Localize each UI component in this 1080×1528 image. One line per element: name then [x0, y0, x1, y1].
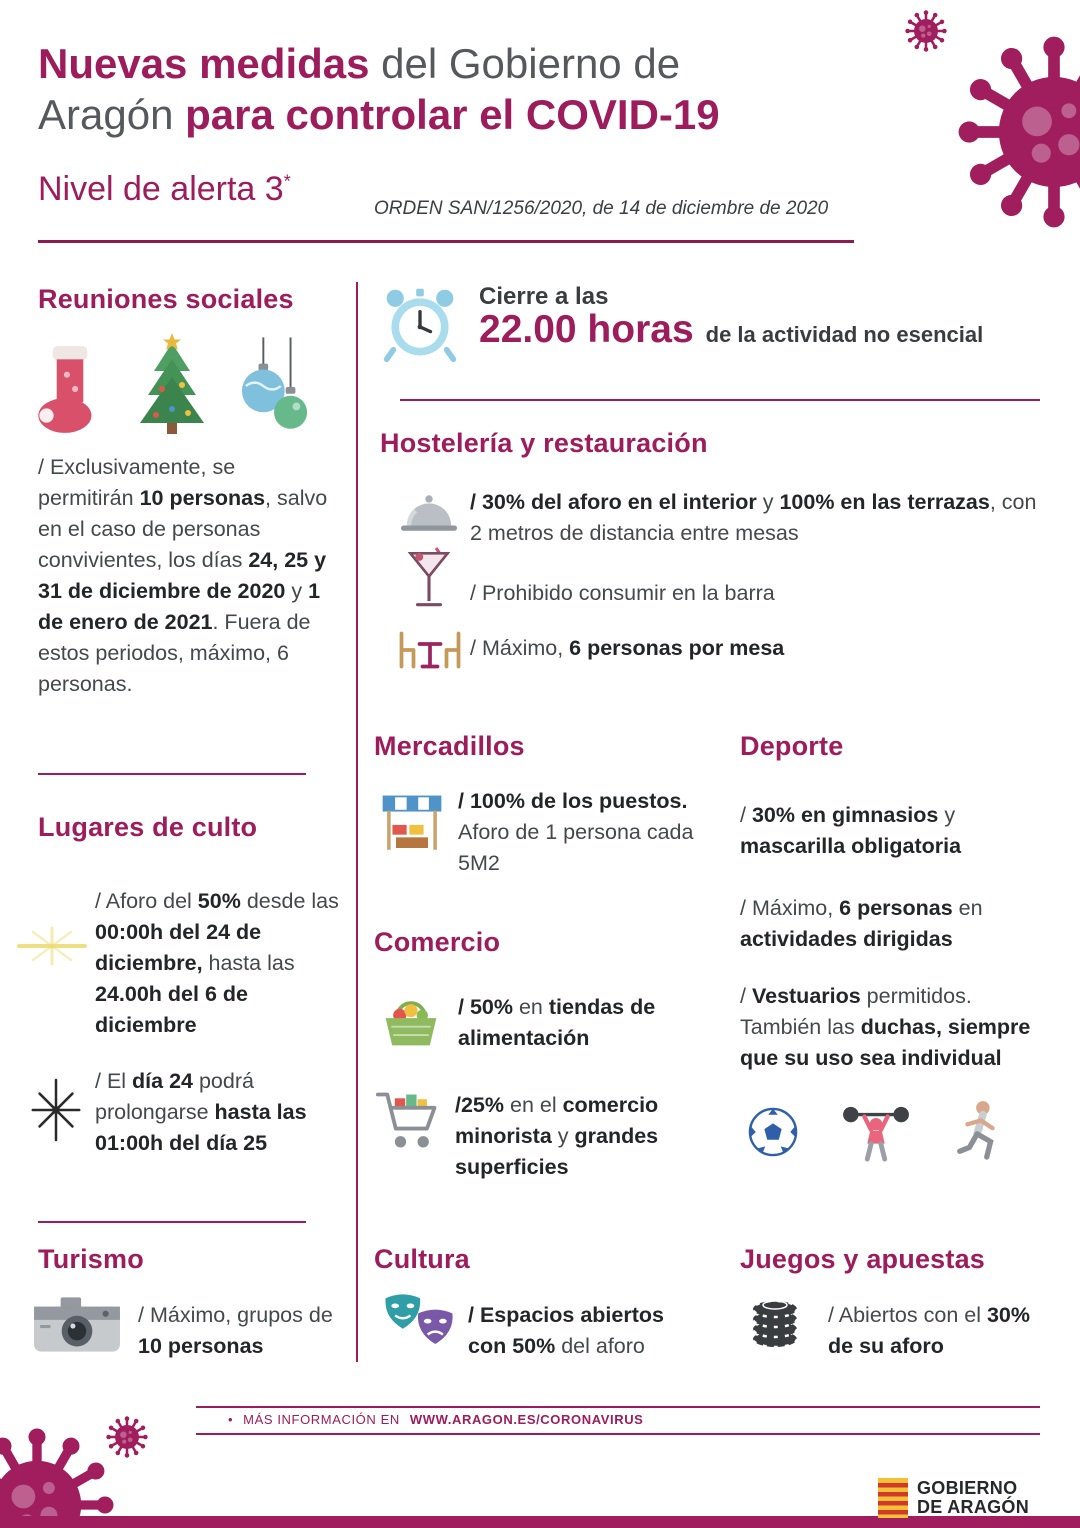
header-rule	[38, 240, 854, 243]
aragon-flag-icon	[878, 1478, 908, 1518]
closure-time: 22.00 horas	[479, 308, 694, 351]
alert-level	[38, 170, 291, 209]
cultura-body-text: / Espacios abiertos con 50% del aforo	[468, 1303, 664, 1358]
virus-icon	[948, 26, 1080, 238]
poker-chips-icon	[748, 1292, 808, 1352]
closure-line	[479, 308, 983, 352]
page-title	[38, 38, 888, 140]
footer-rule-bottom	[196, 1433, 1040, 1435]
title-gray-1: del Gobierno de	[369, 40, 681, 87]
section-title-turismo: Turismo	[38, 1244, 144, 1274]
sun-icon	[16, 918, 88, 974]
christmas-tree-icon	[126, 332, 218, 438]
alert-level-text: Nivel de alerta 3	[38, 170, 284, 208]
reuniones-body-text: / Exclusivamente, se permitirán 10 personas, salvo en el caso de personas convivientes, los días 24, 25 y 31 de diciembre de 2020 y 1 de enero de 2021. Fuera de estos periodos, máximo, 6 personas.	[38, 455, 328, 696]
virus-icon	[0, 1420, 122, 1528]
divider	[38, 1221, 306, 1223]
hosteleria-item-2-text: / Prohibido consumir en la barra	[470, 581, 775, 605]
order-reference: ORDEN SAN/1256/2020, de 14 de diciembre de 2020	[374, 198, 829, 219]
section-title-deporte: Deporte	[740, 731, 844, 761]
title-gray-2: Aragón	[38, 91, 186, 139]
weightlifter-icon	[838, 1101, 914, 1163]
star-icon	[26, 1078, 86, 1142]
divider	[38, 773, 306, 775]
grocery-basket-icon	[380, 992, 442, 1050]
deporte-item-1-text: / 30% en gimnasios y mascarilla obligatoria	[740, 803, 962, 858]
virus-icon	[903, 8, 949, 54]
footer-rule-top	[196, 1406, 1040, 1408]
vertical-divider	[356, 282, 358, 1362]
christmas-stocking-icon	[36, 344, 104, 438]
section-title-mercadillos: Mercadillos	[374, 731, 525, 761]
mercadillos-body-text: / 100% de los puestos. Aforo de 1 persona cada 5M2	[458, 789, 694, 875]
cocktail-icon	[406, 546, 452, 612]
lugares-item-2-text: / El día 24 podrá prolongarse hasta las 01:00h del día 25	[95, 1069, 307, 1155]
logo-line-2: DE ARAGÓN	[917, 1497, 1030, 1517]
shopping-cart-icon	[374, 1088, 444, 1154]
section-title-hosteleria: Hostelería y restauración	[380, 428, 708, 458]
closure-scope-text: de la actividad no esencial	[705, 322, 984, 347]
footer-info-link[interactable]: WWW.ARAGON.ES/CORONAVIRUS	[409, 1412, 644, 1427]
juegos-body-text: / Abiertos con el 30% de su aforo	[828, 1303, 1030, 1358]
deporte-item-2-text: / Máximo, 6 personas en actividades dirigidas	[740, 896, 983, 951]
turismo-body-text: / Máximo, grupos de 10 personas	[138, 1303, 333, 1358]
christmas-baubles-icon	[240, 336, 310, 438]
soccer-ball-icon	[748, 1107, 798, 1157]
section-title-lugares: Lugares de culto	[38, 812, 258, 842]
deporte-item-3-text: / Vestuarios permitidos. También las duchas, siempre que su uso sea individual	[740, 984, 1031, 1070]
alert-asterisk: *	[283, 171, 291, 192]
section-title-cultura: Cultura	[374, 1244, 470, 1274]
comercio-item-1-text: / 50% en tiendas de alimentación	[458, 995, 656, 1050]
closure-intro-text: Cierre a las	[479, 283, 609, 310]
section-title-reuniones: Reuniones sociales	[38, 284, 294, 314]
hosteleria-item-1-text: / 30% del aforo en el interior y 100% en las terrazas, con 2 metros de distancia entre mesas	[470, 490, 1037, 545]
section-title-juegos: Juegos y apuestas	[740, 1244, 986, 1274]
runner-icon	[954, 1099, 1006, 1165]
table-and-chairs-icon	[394, 626, 466, 674]
serving-cloche-icon	[398, 490, 460, 536]
alarm-clock-icon	[380, 284, 460, 366]
comercio-item-2-text: /25% en el comercio minorista y grandes superficies	[455, 1093, 659, 1179]
footer-bullet: •	[228, 1412, 234, 1427]
gobierno-aragon-logo	[878, 1478, 1029, 1518]
logo-text	[917, 1479, 1029, 1517]
hosteleria-item-3-text: / Máximo, 6 personas por mesa	[470, 636, 785, 660]
footer-info	[228, 1412, 643, 1427]
market-stall-icon	[380, 794, 444, 854]
logo-line-1: GOBIERNO	[917, 1477, 1018, 1498]
lugares-item-1-text: / Aforo del 50% desde las 00:00h del 24 de diciembre, hasta las 24.00h del 6 de diciembre	[95, 889, 339, 1037]
divider	[400, 399, 1040, 401]
title-accent-2: para controlar el COVID-19	[185, 91, 720, 139]
section-title-comercio: Comercio	[374, 927, 501, 957]
camera-icon	[32, 1294, 122, 1356]
sport-icons-row	[748, 1098, 1058, 1166]
christmas-icons-row	[36, 328, 336, 438]
title-accent-1: Nuevas medidas	[38, 40, 370, 87]
footer-info-prefix: MÁS INFORMACIÓN EN	[243, 1412, 400, 1427]
theater-masks-icon	[378, 1292, 462, 1356]
